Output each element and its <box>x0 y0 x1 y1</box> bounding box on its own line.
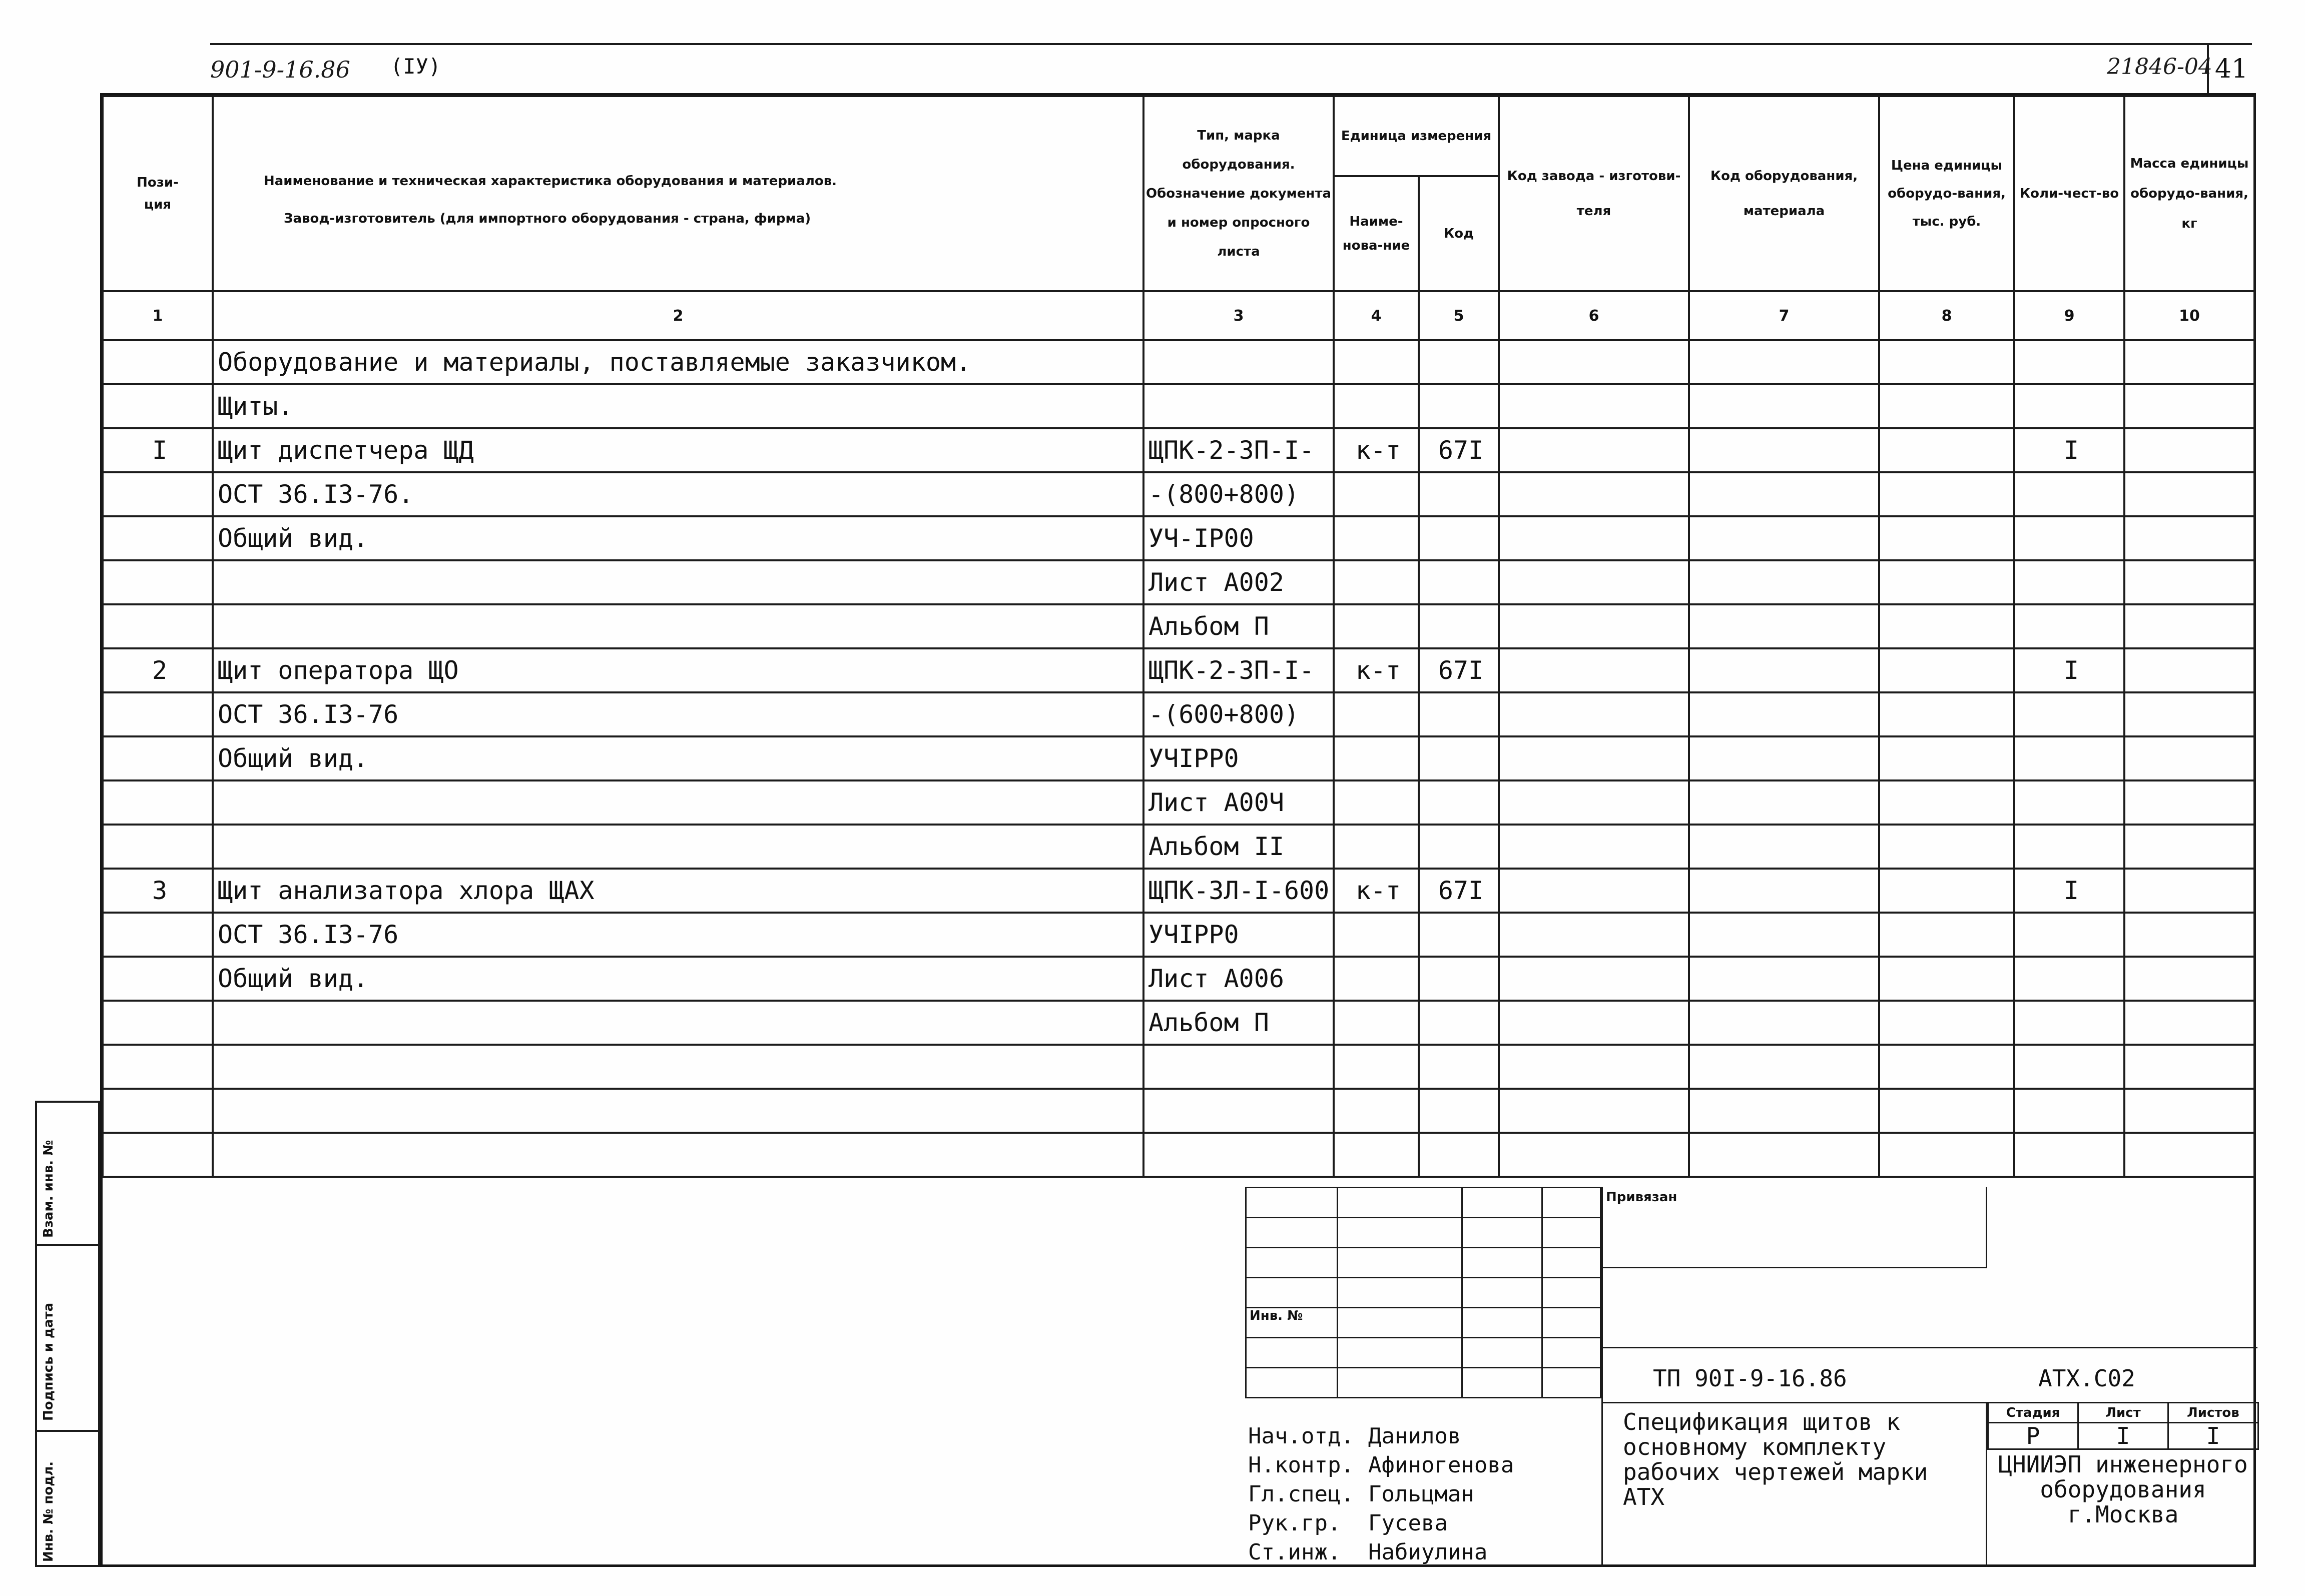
factory-code-cell <box>1499 516 1689 560</box>
code-cell <box>1419 340 1499 384</box>
unit-cell <box>1334 516 1419 560</box>
factory-code-cell <box>1499 780 1689 825</box>
factory-code-cell <box>1499 648 1689 692</box>
code-cell <box>1419 472 1499 516</box>
equipment-code-cell <box>1689 692 1879 736</box>
type-cell: Лист А00Ч <box>1143 780 1334 825</box>
mass-cell <box>2124 1001 2254 1045</box>
code-cell <box>1419 1001 1499 1045</box>
factory-code-cell <box>1499 957 1689 1001</box>
mass-cell <box>2124 560 2254 604</box>
table-row <box>103 780 2254 825</box>
type-cell: УЧIPP0 <box>1143 736 1334 780</box>
price-cell <box>1879 604 2014 648</box>
factory-code-cell <box>1499 1001 1689 1045</box>
position-cell <box>103 340 213 384</box>
code-cell <box>1419 604 1499 648</box>
mass-cell <box>2124 692 2254 736</box>
mass-cell <box>2124 736 2254 780</box>
col-number: 9 <box>2014 291 2124 340</box>
name-cell: Щит анализатора хлора ЩАХ <box>213 869 1143 913</box>
mass-cell <box>2124 516 2254 560</box>
position-cell <box>103 1045 213 1089</box>
price-cell <box>1879 384 2014 428</box>
equipment-code-cell <box>1689 384 1879 428</box>
position-cell <box>103 560 213 604</box>
factory-code-cell <box>1499 604 1689 648</box>
equipment-code-cell <box>1689 340 1879 384</box>
header-row-top <box>103 96 2254 176</box>
equipment-code-cell <box>1689 869 1879 913</box>
col-number: 1 <box>103 291 213 340</box>
sheets-value: I <box>2168 1423 2258 1449</box>
table-row <box>103 692 2254 736</box>
unit-cell <box>1334 472 1419 516</box>
header-unit-group: Единица измерения <box>1334 96 1499 176</box>
price-cell <box>1879 869 2014 913</box>
type-cell: -(800+800) <box>1143 472 1334 516</box>
sheet-value: I <box>2078 1423 2168 1449</box>
side-replace-inv <box>35 1101 100 1246</box>
equipment-code-cell <box>1689 913 1879 957</box>
position-cell <box>103 692 213 736</box>
quantity-cell <box>2014 825 2124 869</box>
unit-cell <box>1334 913 1419 957</box>
col-number: 10 <box>2124 291 2254 340</box>
mass-cell <box>2124 1045 2254 1089</box>
price-cell <box>1879 913 2014 957</box>
factory-code-cell <box>1499 736 1689 780</box>
equipment-code-cell <box>1689 560 1879 604</box>
header-equipment-code: Код оборудования, материала <box>1689 96 1879 291</box>
unit-cell <box>1334 1133 1419 1177</box>
quantity-cell <box>2014 560 2124 604</box>
name-cell <box>213 825 1143 869</box>
unit-cell <box>1334 1001 1419 1045</box>
signer-role: Гл.спец. <box>1248 1481 1354 1507</box>
factory-code-cell <box>1499 869 1689 913</box>
type-cell: -(600+800) <box>1143 692 1334 736</box>
column-numbers-row <box>103 291 2254 340</box>
quantity-cell <box>2014 692 2124 736</box>
equipment-code-cell <box>1689 472 1879 516</box>
mass-cell <box>2124 780 2254 825</box>
name-cell: Щит оператора ЩО <box>213 648 1143 692</box>
code-cell <box>1419 736 1499 780</box>
code-cell <box>1419 384 1499 428</box>
header-name-line2: Завод-изготовитель (для импортного оборудования - страна, фирма) <box>284 211 811 226</box>
unit-cell <box>1334 780 1419 825</box>
mass-cell <box>2124 869 2254 913</box>
signer-row <box>1245 1422 1601 1451</box>
quantity-cell: I <box>2014 648 2124 692</box>
unit-cell <box>1334 736 1419 780</box>
archive-number: 21846-04 <box>2107 54 2212 80</box>
name-cell <box>213 780 1143 825</box>
inv-label: Инв. № <box>1246 1308 1338 1338</box>
table-row <box>103 340 2254 384</box>
code-cell <box>1419 913 1499 957</box>
side-inv-original-label: Инв. № подл. <box>41 1461 56 1562</box>
signer-row <box>1245 1451 1601 1480</box>
mass-cell <box>2124 604 2254 648</box>
table-row <box>103 428 2254 472</box>
type-cell: Лист А006 <box>1143 957 1334 1001</box>
equipment-code-cell <box>1689 780 1879 825</box>
unit-cell <box>1334 957 1419 1001</box>
table-row <box>103 913 2254 957</box>
unit-cell <box>1334 560 1419 604</box>
type-cell: ЩПК-2-ЗП-I- <box>1143 428 1334 472</box>
table-row <box>103 472 2254 516</box>
col-number: 6 <box>1499 291 1689 340</box>
table-row <box>103 736 2254 780</box>
header-mass: Масса единицы оборудо-вания, кг <box>2124 96 2254 291</box>
mass-cell <box>2124 472 2254 516</box>
quantity-cell <box>2014 957 2124 1001</box>
type-cell: УЧ-IP00 <box>1143 516 1334 560</box>
signer-row <box>1245 1509 1601 1538</box>
code-cell: 67I <box>1419 428 1499 472</box>
code-cell: 67I <box>1419 869 1499 913</box>
position-cell <box>103 384 213 428</box>
table-row <box>103 648 2254 692</box>
quantity-cell <box>2014 604 2124 648</box>
price-cell <box>1879 736 2014 780</box>
header-unit-name: Наиме-нова-ние <box>1334 176 1419 291</box>
mass-cell <box>2124 957 2254 1001</box>
unit-cell: к-т <box>1334 869 1419 913</box>
mass-cell <box>2124 825 2254 869</box>
col-number: 2 <box>213 291 1143 340</box>
mass-cell <box>2124 428 2254 472</box>
sheets-label: Листов <box>2168 1403 2258 1423</box>
table-row <box>103 560 2254 604</box>
mass-cell <box>2124 340 2254 384</box>
header-name-line1: Наименование и техническая характеристика оборудования и материалов. <box>264 174 837 189</box>
price-cell <box>1879 1133 2014 1177</box>
unit-cell <box>1334 1089 1419 1133</box>
equipment-code-cell <box>1689 1089 1879 1133</box>
header-factory-code: Код завода - изготови-теля <box>1499 96 1689 291</box>
name-cell <box>213 1045 1143 1089</box>
factory-code-cell <box>1499 472 1689 516</box>
quantity-cell <box>2014 1001 2124 1045</box>
title-block <box>1245 1187 2256 1567</box>
name-cell: Общий вид. <box>213 736 1143 780</box>
title-block-right <box>1601 1187 2257 1567</box>
specification-table <box>102 95 2255 1178</box>
signer-role: Ст.инж. <box>1248 1539 1341 1565</box>
name-cell: Щит диспетчера ЩД <box>213 428 1143 472</box>
quantity-cell: I <box>2014 428 2124 472</box>
header-quantity: Коли-чест-во <box>2014 96 2124 291</box>
doc-code: ТП 90I-9-16.86 <box>1653 1365 1847 1392</box>
name-cell <box>213 1001 1143 1045</box>
type-cell: ЩПК-2-ЗП-I- <box>1143 648 1334 692</box>
code-cell <box>1419 1045 1499 1089</box>
equipment-code-cell <box>1689 1001 1879 1045</box>
name-cell: Оборудование и материалы, поставляемые заказчиком. <box>213 340 1143 384</box>
equipment-code-cell <box>1689 604 1879 648</box>
price-cell <box>1879 516 2014 560</box>
factory-code-cell <box>1499 1045 1689 1089</box>
quantity-cell <box>2014 472 2124 516</box>
signer-role: Нач.отд. <box>1248 1423 1354 1449</box>
price-cell <box>1879 1001 2014 1045</box>
price-cell <box>1879 1045 2014 1089</box>
table-row <box>103 825 2254 869</box>
table-row <box>103 1001 2254 1045</box>
position-cell: 3 <box>103 869 213 913</box>
factory-code-cell <box>1499 428 1689 472</box>
sheet-label: Лист <box>2078 1403 2168 1423</box>
side-sign-date-label: Подпись и дата <box>41 1302 56 1421</box>
position-cell <box>103 516 213 560</box>
table-row <box>103 604 2254 648</box>
col-number: 8 <box>1879 291 2014 340</box>
type-cell <box>1143 340 1334 384</box>
position-cell <box>103 913 213 957</box>
position-cell <box>103 1001 213 1045</box>
col-number: 5 <box>1419 291 1499 340</box>
unit-cell <box>1334 340 1419 384</box>
header-price: Цена единицы оборудо-вания, тыс. руб. <box>1879 96 2014 291</box>
unit-cell: к-т <box>1334 428 1419 472</box>
name-cell <box>213 1089 1143 1133</box>
header-position: Пози- ция <box>103 96 213 291</box>
position-cell <box>103 472 213 516</box>
side-replace-inv-label: Взам. инв. № <box>41 1140 56 1238</box>
quantity-cell <box>2014 516 2124 560</box>
side-inv-original <box>35 1430 100 1567</box>
header-unit-code: Код <box>1419 176 1499 291</box>
doc-number-handwritten: 901-9-16.86 <box>210 56 350 83</box>
price-cell <box>1879 825 2014 869</box>
type-cell: ЩПК-ЗЛ-I-600 <box>1143 869 1334 913</box>
signer-row <box>1245 1480 1601 1509</box>
name-cell <box>213 1133 1143 1177</box>
mass-cell <box>2124 1133 2254 1177</box>
equipment-code-cell <box>1689 648 1879 692</box>
code-cell <box>1419 780 1499 825</box>
col-number: 3 <box>1143 291 1334 340</box>
price-cell <box>1879 1089 2014 1133</box>
mass-cell <box>2124 1089 2254 1133</box>
equipment-code-cell <box>1689 428 1879 472</box>
stage-block <box>1986 1402 2259 1567</box>
name-cell <box>213 604 1143 648</box>
price-cell <box>1879 648 2014 692</box>
code-cell <box>1419 825 1499 869</box>
type-cell <box>1143 384 1334 428</box>
table-row <box>103 869 2254 913</box>
factory-code-cell <box>1499 384 1689 428</box>
factory-code-cell <box>1499 560 1689 604</box>
specification-body <box>103 340 2254 1177</box>
header-type: Тип, марка оборудования. Обозначение документа и номер опросного листа <box>1143 96 1334 291</box>
price-cell <box>1879 340 2014 384</box>
unit-cell <box>1334 692 1419 736</box>
name-cell: ОСТ 36.I3-76. <box>213 472 1143 516</box>
linked-cell <box>1603 1187 1987 1268</box>
equipment-code-cell <box>1689 1045 1879 1089</box>
position-cell <box>103 1089 213 1133</box>
signers-list <box>1245 1422 1601 1567</box>
sheet-number: 41 <box>2207 44 2254 96</box>
factory-code-cell <box>1499 913 1689 957</box>
quantity-cell <box>2014 384 2124 428</box>
table-row <box>103 1133 2254 1177</box>
position-cell: I <box>103 428 213 472</box>
table-row <box>103 1045 2254 1089</box>
code-cell <box>1419 560 1499 604</box>
blank-cell <box>1603 1267 2257 1348</box>
factory-code-cell <box>1499 692 1689 736</box>
quantity-cell <box>2014 1133 2124 1177</box>
signer-name: Набиулина <box>1368 1539 1488 1565</box>
table-row <box>103 516 2254 560</box>
position-cell <box>103 604 213 648</box>
unit-cell <box>1334 825 1419 869</box>
factory-code-cell <box>1499 1133 1689 1177</box>
equipment-code-cell <box>1689 736 1879 780</box>
signer-name: Гусева <box>1368 1510 1448 1536</box>
position-cell: 2 <box>103 648 213 692</box>
unit-cell <box>1334 604 1419 648</box>
type-cell <box>1143 1089 1334 1133</box>
quantity-cell <box>2014 340 2124 384</box>
type-cell: Альбом II <box>1143 825 1334 869</box>
col-number: 4 <box>1334 291 1419 340</box>
position-cell <box>103 1133 213 1177</box>
col-number: 7 <box>1689 291 1879 340</box>
stage-label: Стадия <box>1988 1403 2078 1423</box>
header-name <box>213 96 1143 291</box>
type-cell <box>1143 1133 1334 1177</box>
code-cell <box>1419 1089 1499 1133</box>
factory-code-cell <box>1499 1089 1689 1133</box>
price-cell <box>1879 957 2014 1001</box>
doc-title: Спецификация щитов к основному комплекту рабочих чертежей марки АТХ <box>1623 1408 1928 1510</box>
code-cell <box>1419 1133 1499 1177</box>
factory-code-cell <box>1499 825 1689 869</box>
code-cell <box>1419 516 1499 560</box>
organization: ЦНИИЭП инженерного оборудования г.Москва <box>1998 1451 2248 1528</box>
equipment-code-cell <box>1689 516 1879 560</box>
volume-label: (IУ) <box>390 54 441 79</box>
price-cell <box>1879 780 2014 825</box>
quantity-cell: I <box>2014 869 2124 913</box>
signature-grid <box>1245 1187 1601 1398</box>
sheet-code: АТХ.С02 <box>2038 1365 2135 1392</box>
type-cell: Лист А002 <box>1143 560 1334 604</box>
unit-cell: к-т <box>1334 648 1419 692</box>
equipment-code-cell <box>1689 1133 1879 1177</box>
quantity-cell <box>2014 736 2124 780</box>
position-cell <box>103 957 213 1001</box>
signer-name: Афиногенова <box>1368 1452 1514 1478</box>
name-cell: Щиты. <box>213 384 1143 428</box>
type-cell: Альбом П <box>1143 604 1334 648</box>
price-cell <box>1879 560 2014 604</box>
factory-code-cell <box>1499 340 1689 384</box>
signer-role: Н.контр. <box>1248 1452 1354 1478</box>
name-cell: Общий вид. <box>213 516 1143 560</box>
type-cell <box>1143 1045 1334 1089</box>
quantity-cell <box>2014 913 2124 957</box>
signer-role: Рук.гр. <box>1248 1510 1341 1536</box>
code-cell <box>1419 957 1499 1001</box>
equipment-code-cell <box>1689 957 1879 1001</box>
side-sign-date <box>35 1244 100 1432</box>
quantity-cell <box>2014 780 2124 825</box>
quantity-cell <box>2014 1089 2124 1133</box>
position-cell <box>103 736 213 780</box>
type-cell: УЧIPP0 <box>1143 913 1334 957</box>
quantity-cell <box>2014 1045 2124 1089</box>
price-cell <box>1879 472 2014 516</box>
unit-cell <box>1334 384 1419 428</box>
signer-name: Гольцман <box>1368 1481 1474 1507</box>
stage-table <box>1987 1402 2259 1450</box>
position-cell <box>103 780 213 825</box>
price-cell <box>1879 428 2014 472</box>
table-row <box>103 384 2254 428</box>
unit-cell <box>1334 1045 1419 1089</box>
table-row <box>103 1089 2254 1133</box>
mass-cell <box>2124 913 2254 957</box>
table-row <box>103 957 2254 1001</box>
name-cell: Общий вид. <box>213 957 1143 1001</box>
stage-value: Р <box>1988 1423 2078 1449</box>
top-border <box>210 43 2252 45</box>
signer-name: Данилов <box>1368 1423 1461 1449</box>
name-cell <box>213 560 1143 604</box>
code-cell <box>1419 692 1499 736</box>
name-cell: ОСТ 36.I3-76 <box>213 692 1143 736</box>
position-cell <box>103 825 213 869</box>
price-cell <box>1879 692 2014 736</box>
code-cell: 67I <box>1419 648 1499 692</box>
mass-cell <box>2124 648 2254 692</box>
linked-label: Привязан <box>1606 1190 1677 1205</box>
type-cell: Альбом П <box>1143 1001 1334 1045</box>
equipment-code-cell <box>1689 825 1879 869</box>
name-cell: ОСТ 36.I3-76 <box>213 913 1143 957</box>
mass-cell <box>2124 384 2254 428</box>
signer-row <box>1245 1538 1601 1567</box>
